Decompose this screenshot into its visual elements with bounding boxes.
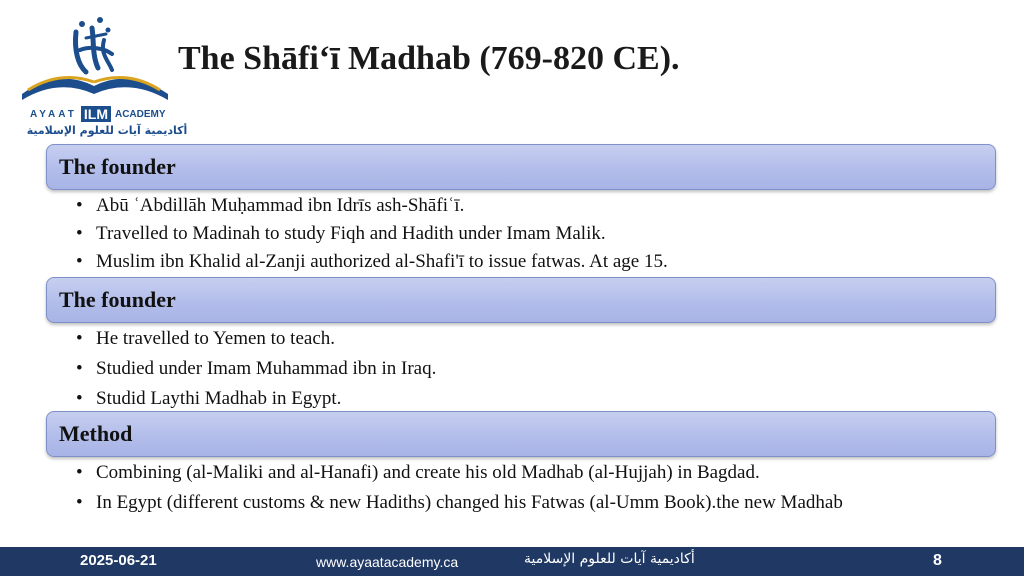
footer-date: 2025-06-21 [80, 552, 157, 569]
section-header-founder-2: The founder [46, 277, 996, 323]
list-item: • Muslim ibn Khalid al-Zanji authorized al-Shafi'ī to issue fatwas. At age 15. [72, 248, 982, 276]
logo-brand-right: ACADEMY [114, 108, 166, 120]
footer-arabic-name: أكاديمية آيات للعلوم الإسلامية [524, 551, 695, 567]
academy-logo [8, 10, 188, 137]
founder-2-bullet-list [72, 325, 982, 413]
founder-1-bullet-list [72, 192, 982, 276]
logo-wordmark [30, 106, 180, 122]
list-item: • Travelled to Madinah to study Fiqh and Hadith under Imam Malik. [72, 220, 982, 248]
slide-title: The Shāfi‘ī Madhab (769-820 CE). [178, 40, 680, 77]
book-calligraphy-icon [8, 10, 178, 110]
list-item: • Combining (al-Maliki and al-Hanafi) and create his old Madhab (al-Hujjah) in Bagdad. [72, 461, 982, 485]
list-item: • In Egypt (different customs & new Hadiths) changed his Fatwas (al-Umm Book).the new Madhab [72, 491, 982, 515]
list-item: • Studied under Imam Muhammad ibn in Iraq. [72, 355, 982, 383]
logo-brand-ilm: ILM [81, 106, 111, 122]
logo-brand-left: AYAAT [30, 108, 77, 120]
slide-footer [0, 547, 1024, 576]
footer-url: www.ayaatacademy.ca [316, 554, 459, 570]
list-item: • He travelled to Yemen to teach. [72, 325, 982, 353]
section-header-founder-1: The founder [46, 144, 996, 190]
logo-arabic-text: أكاديمية آيات للعلوم الإسلامية [26, 124, 188, 137]
list-item: • Studid Laythi Madhab in Egypt. [72, 385, 982, 413]
list-item: • Abū ʿAbdillāh Muḥammad ibn Idrīs ash-Shāfiʿī. [72, 192, 982, 220]
method-bullet-list [72, 461, 982, 515]
section-header-method: Method [46, 411, 996, 457]
page-number: 8 [933, 552, 942, 569]
